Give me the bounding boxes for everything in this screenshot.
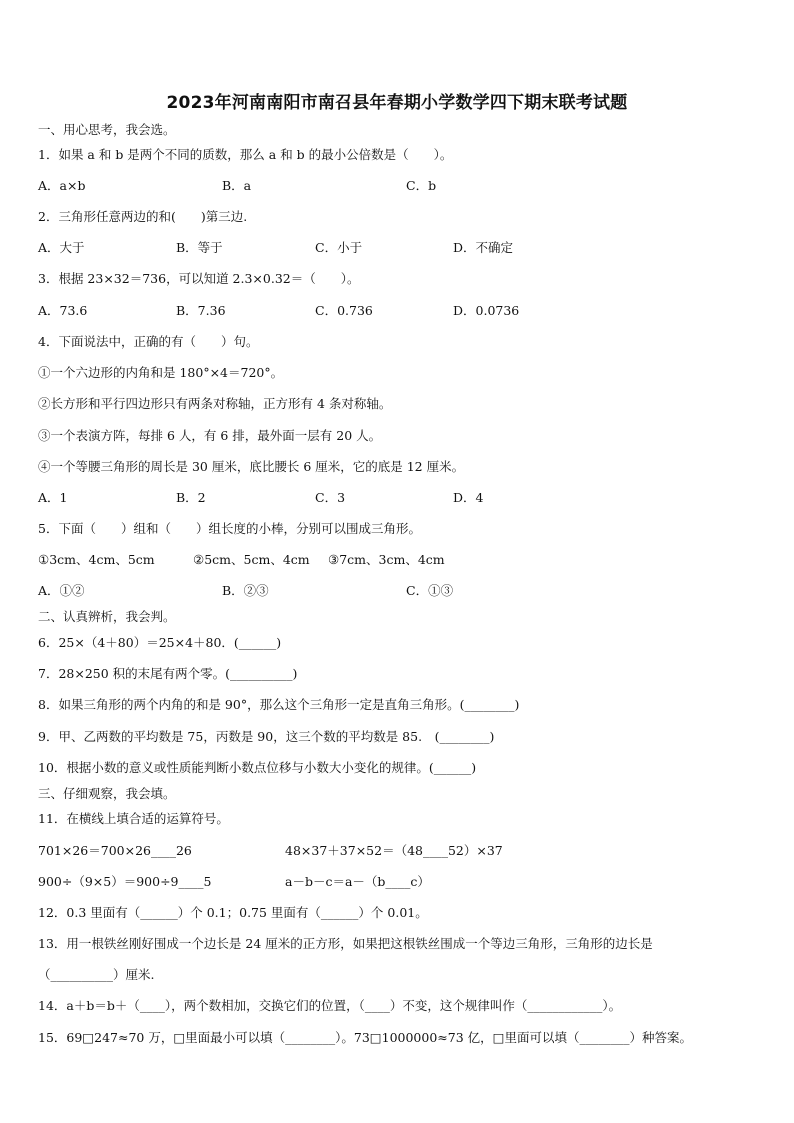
q3-option-c: C．0.736 <box>315 303 373 318</box>
question-4: 4．下面说法中，正确的有（ ）句。 <box>38 334 259 349</box>
question-5: 5．下面（ ）组和（ ）组长度的小棒，分别可以围成三角形。 <box>38 521 421 536</box>
q11-expression-2: 48×37＋37×52＝（48____52）×37 <box>285 843 503 858</box>
q11-expression-1: 701×26＝700×26____26 <box>38 843 192 858</box>
q5-option-a: A．①② <box>38 583 85 598</box>
question-8: 8．如果三角形的两个内角的和是 90°，那么这个三角形一定是直角三角形。(________) <box>38 697 520 712</box>
question-2: 2．三角形任意两边的和( )第三边. <box>38 209 248 224</box>
q1-option-b: B．a <box>222 178 252 193</box>
q3-option-a: A．73.6 <box>38 303 88 318</box>
q5-option-c: C．①③ <box>406 583 454 598</box>
q2-option-b: B．等于 <box>176 240 223 255</box>
question-1: 1．如果 a 和 b 是两个不同的质数，那么 a 和 b 的最小公倍数是（ ）。 <box>38 147 453 162</box>
section-heading-1: 一、用心思考，我会选。 <box>38 122 176 137</box>
question-14: 14．a＋b＝b＋（____），两个数相加，交换它们的位置，（____）不变，这个规律叫作（____________）。 <box>38 998 622 1013</box>
question-6: 6．25×（4＋80）＝25×4＋80．(______) <box>38 635 282 650</box>
q4-option-a: A．1 <box>38 490 68 505</box>
q4-statement-1: ①一个六边形的内角和是 180°×4＝720°。 <box>38 365 284 380</box>
q3-option-b: B．7.36 <box>176 303 226 318</box>
section-heading-3: 三、仔细观察，我会填。 <box>38 786 176 801</box>
q1-option-a: A．a×b <box>38 178 86 193</box>
question-7: 7．28×250 积的末尾有两个零。(__________) <box>38 666 298 681</box>
question-12: 12．0.3 里面有（______）个 0.1；0.75 里面有（______）个 0.01。 <box>38 905 428 920</box>
question-13-line-2: （__________）厘米. <box>38 967 155 982</box>
q2-option-a: A．大于 <box>38 240 85 255</box>
q3-option-d: D．0.0736 <box>453 303 520 318</box>
q4-statement-4: ④一个等腰三角形的周长是 30 厘米，底比腰长 6 厘米，它的底是 12 厘米。 <box>38 459 465 474</box>
q5-group-2: ②5cm、5cm、4cm <box>193 552 310 567</box>
question-13-line-1: 13．用一根铁丝刚好围成一个边长是 24 厘米的正方形，如果把这根铁丝围成一个等边三角形，三角形的边长是 <box>38 936 653 951</box>
q2-option-d: D．不确定 <box>453 240 514 255</box>
page-title: 2023年河南南阳市南召县年春期小学数学四下期末联考试题 <box>166 93 628 113</box>
q11-expression-3: 900÷（9×5）＝900÷9____5 <box>38 874 212 889</box>
q5-option-b: B．②③ <box>222 583 269 598</box>
q5-group-1: ①3cm、4cm、5cm <box>38 552 155 567</box>
question-3: 3．根据 23×32＝736，可以知道 2.3×0.32＝（ ）。 <box>38 271 360 286</box>
q4-option-d: D．4 <box>453 490 484 505</box>
question-15: 15．69□247≈70 万，□里面最小可以填（________）。73□1000000≈73 亿，□里面可以填（________）种答案。 <box>38 1030 692 1045</box>
question-11: 11．在横线上填合适的运算符号。 <box>38 811 229 826</box>
q4-option-c: C．3 <box>315 490 346 505</box>
question-9: 9．甲、乙两数的平均数是 75，丙数是 90，这三个数的平均数是 85. (________) <box>38 729 495 744</box>
q2-option-c: C．小于 <box>315 240 363 255</box>
q4-statement-2: ②长方形和平行四边形只有两条对称轴，正方形有 4 条对称轴。 <box>38 396 392 411</box>
q4-option-b: B．2 <box>176 490 206 505</box>
question-10: 10．根据小数的意义或性质能判断小数点位移与小数大小变化的规律。(______) <box>38 760 477 775</box>
q5-group-3: ③7cm、3cm、4cm <box>328 552 445 567</box>
q11-expression-4: a－b－c＝a－（b____c） <box>285 874 430 889</box>
q1-option-c: C．b <box>406 178 437 193</box>
section-heading-2: 二、认真辨析，我会判。 <box>38 609 176 624</box>
q4-statement-3: ③一个表演方阵，每排 6 人，有 6 排，最外面一层有 20 人。 <box>38 428 382 443</box>
